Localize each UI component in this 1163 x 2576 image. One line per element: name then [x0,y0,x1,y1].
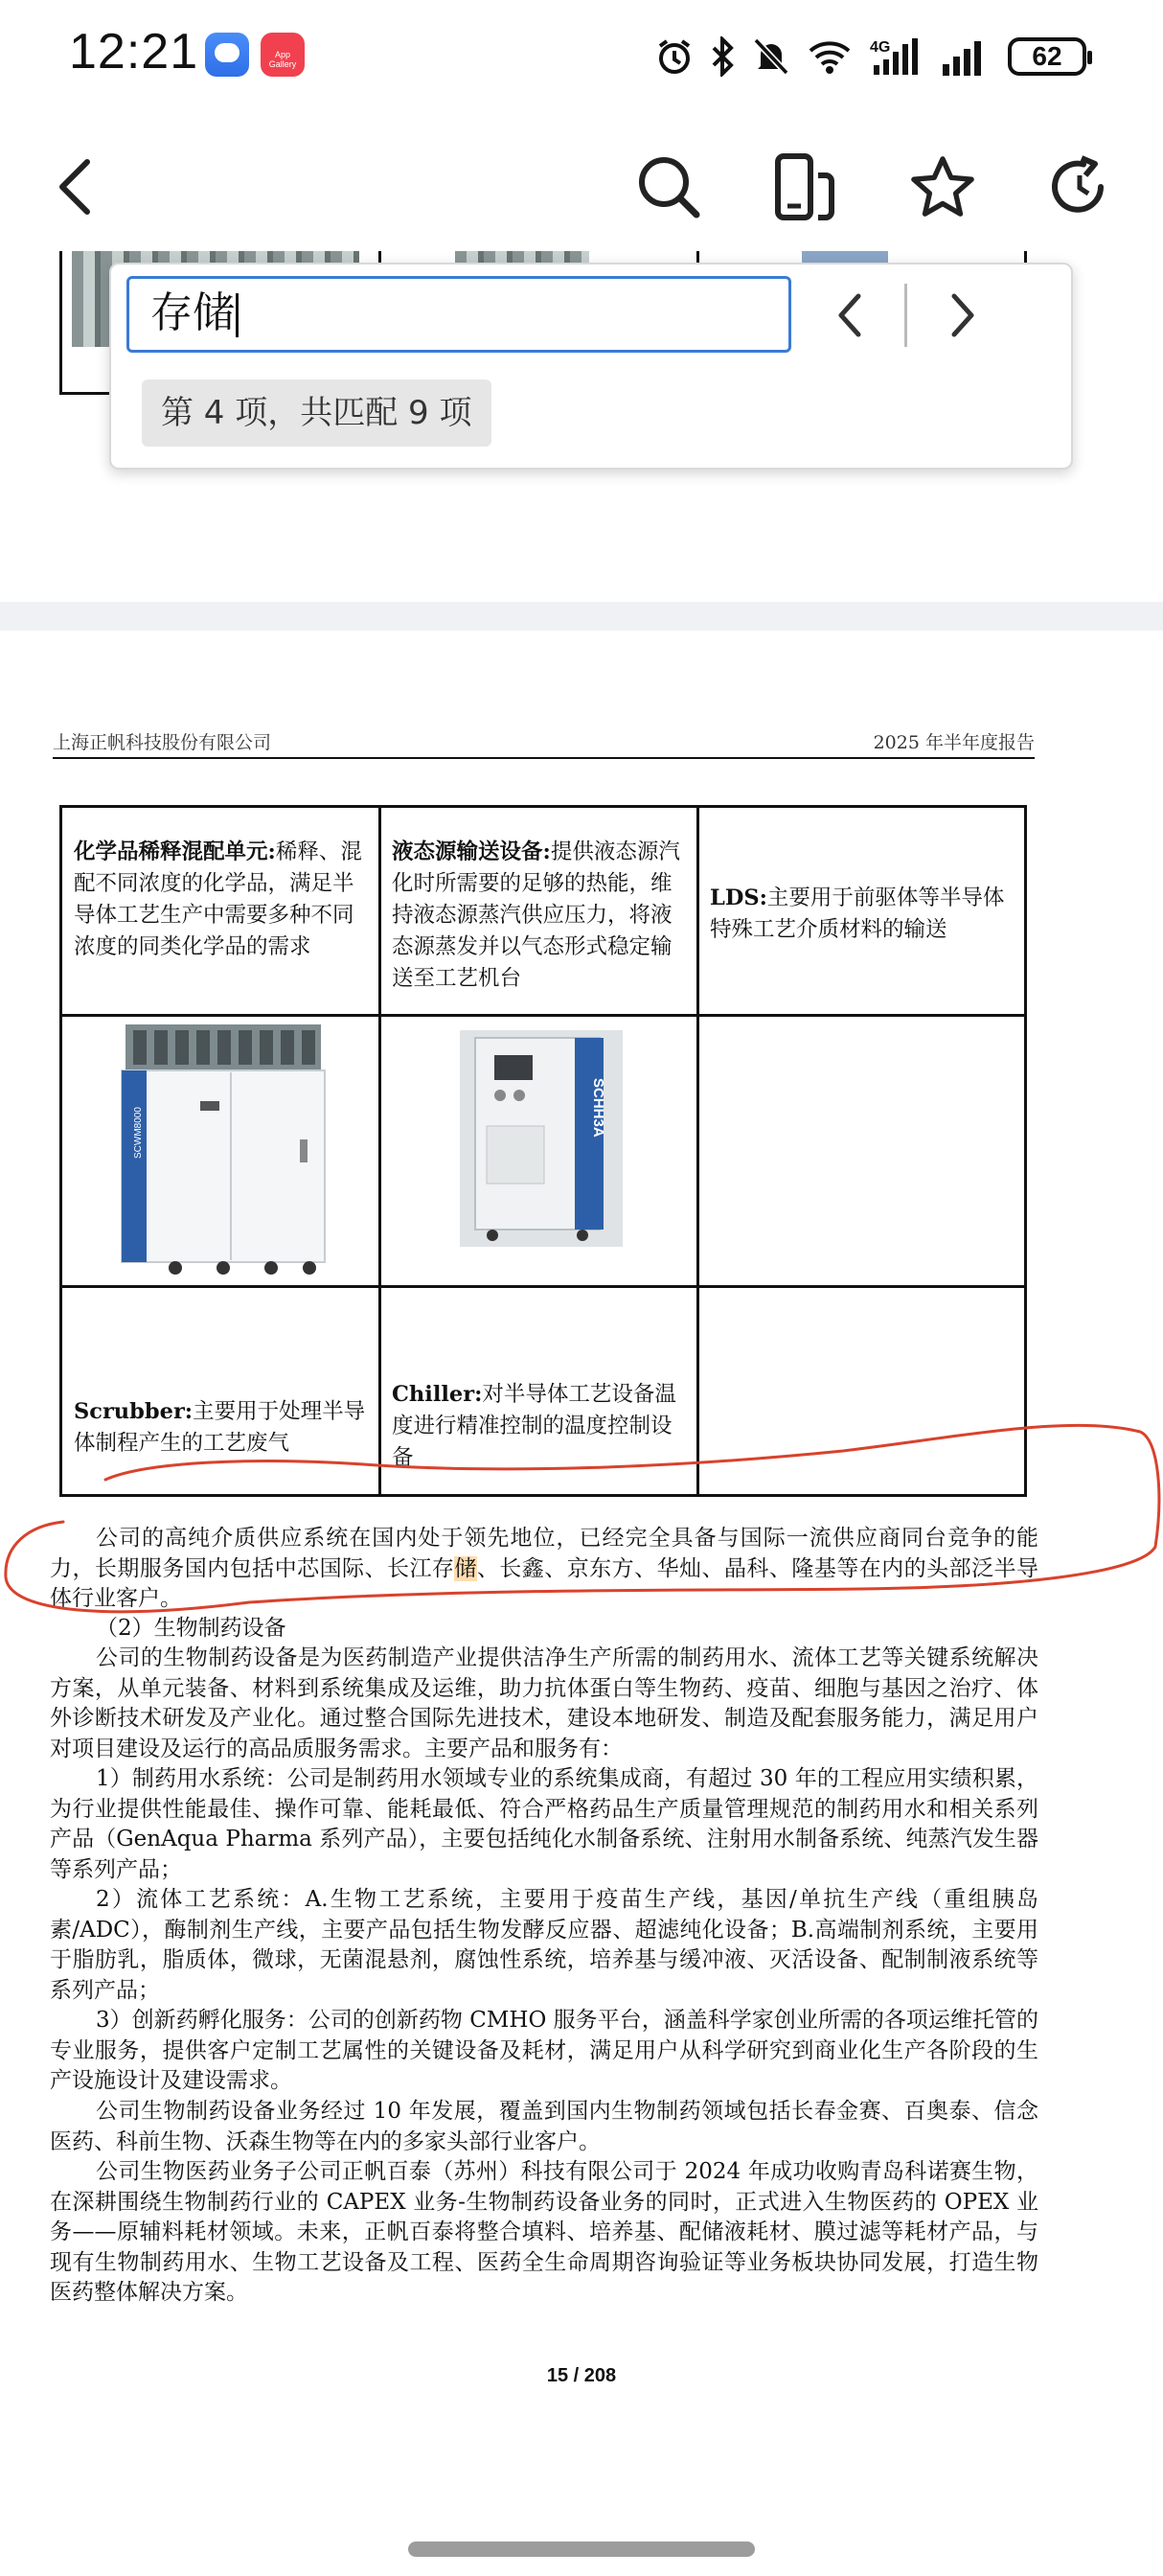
cell-scrubber: Scrubber:主要用于处理半导体制程产生的工艺废气 [74,1399,366,1456]
text-caret [236,293,239,337]
search-button[interactable] [635,153,702,220]
back-icon [57,158,95,216]
navigation-bar [0,2532,1163,2576]
paragraph-biopharma-intro: 公司的生物制药设备是为医药制造产业提供洁净生产所需的制药用水、流体工艺等关键系统解决方案，从单元装备、材料到系统集成及运维，助力抗体蛋白等生物药、疫苗、细胞与基因之治疗、体外诊断技术研发及产业化。通过整合国际先进技术，建设本地研发、制造及配套服务能力，满足用户对项目建设及运行的高品质服务需求。主要产品和服务有： [50,1645,1038,1761]
find-search-input[interactable]: 存储 [126,276,791,353]
gesture-handle[interactable] [408,2542,755,2557]
view-mode-button[interactable] [772,153,839,220]
paragraph-incubation: 3）创新药孵化服务：公司的创新药物 CMHO 服务平台，涵盖科学家创业所需的各项运维托管的专业服务，提供客户定制工艺属性的关键设备及耗材，满足用户从科学研究到商业化生产各阶段的生产设施设计及建设需求。 [50,2008,1038,2093]
back-button[interactable] [42,153,109,220]
search-icon [636,154,701,219]
paragraph-customers: 公司生物制药设备业务经过 10 年发展，覆盖到国内生物制药领域包括长春金赛、百奥泰、信念医药、科前生物、沃森生物等在内的多家头部行业客户。 [50,2099,1038,2154]
machine-label-2: SCHH3A [590,1078,606,1138]
bluetooth-icon [711,36,736,77]
bookmark-button[interactable] [909,153,976,220]
phone-icon [774,152,837,221]
rotate-button[interactable] [1046,153,1113,220]
paragraph-water-system: 1）制药用水系统：公司是制药用水领域专业的系统集成商，有超过 30 年的工程应用实绩积累，为行业提供性能最佳、操作可靠、能耗最低、符合严格药品生产质量管理规范的制药用水和相关系列产品（GenAqua Pharma 系列产品），主要包括纯化水制备系统、注射用水制备系统、纯蒸汽发生器等系列产品； [50,1766,1038,1882]
machine-label-1: SCWM8000 [133,1107,144,1159]
signal-icon [941,37,991,76]
star-icon [909,153,976,220]
find-next-button[interactable] [929,282,996,349]
rotate-icon [1047,154,1112,219]
find-result-count: 第 4 项，共匹配 9 项 [142,380,491,447]
find-previous-button[interactable] [816,282,883,349]
mobile-signal-4g-icon [870,36,924,77]
document-viewport[interactable] [0,251,1163,2532]
page-number: 15 / 208 [546,2365,617,2386]
app-gallery-notification-icon: App Gallery [261,33,305,77]
clock: 12:21 [69,24,199,80]
find-divider [904,284,907,347]
status-bar [0,0,1163,115]
section-heading-biopharma: （2）生物制药设备 [96,1616,286,1641]
search-hit-highlight: 储 [454,1555,477,1581]
wifi-icon [807,37,853,76]
dilution-unit-image [118,1024,329,1279]
liquid-source-unit-image [460,1030,623,1247]
company-name: 上海正帆科技股份有限公司 [53,732,272,753]
alarm-icon [655,37,694,76]
report-title: 2025 年半年度报告 [873,732,1035,753]
cell-chemical-dilution: 化学品稀释混配单元:稀释、混配不同浓度的化学品，满足半导体工艺生产中需要多种不同浓度的同类化学品的需求 [74,840,362,959]
find-in-page-panel [109,263,1073,470]
cell-chiller: Chiller:对半导体工艺设备温度进行精准控制的温度控制设备 [392,1382,676,1470]
reader-toolbar [0,115,1163,252]
product-table [59,805,1027,1497]
chevron-right-icon [948,292,977,338]
cell-liquid-source: 液态源输送设备:提供液态源汽化时所需要的足够的热能，维持液态源蒸汽供应压力，将液态源蒸发并以气态形式稳定输送至工艺机台 [392,840,680,991]
system-icons [655,31,1086,82]
paragraph-subsidiary: 公司生物医药业务子公司正帆百泰（苏州）科技有限公司于 2024 年成功收购青岛科诺赛生物，在深耕围绕生物制药行业的 CAPEX 业务-生物制药设备业务的同时，正式进入生物医药的 OPEX 业务——原辅料耗材领域。未来，正帆百泰将整合填料、培养基、配储液耗材、膜过滤等耗材产品，与现有生物制药用水、生物工艺设备及工程、医药全生命周期咨询验证等业务板块协同发展，打造生物医药整体解决方案。 [50,2159,1038,2305]
battery-icon: 62 [1008,37,1086,76]
messages-notification-icon [205,33,249,77]
mute-icon [753,37,789,76]
page-header [53,724,1035,759]
page-separator [0,602,1163,631]
svg-text:4G: 4G [870,39,891,56]
paragraph-supply-system: 公司的高纯介质供应系统在国内处于领先地位，已经完全具备与国际一流供应商同台竞争的能力，长期服务国内包括中芯国际、长江存储、长鑫、京东方、华灿、晶科、隆基等在内的头部泛半导体行业客户。 [50,1526,1039,1611]
chevron-left-icon [835,292,864,338]
cell-lds: LDS:主要用于前驱体等半导体特殊工艺介质材料的输送 [710,886,1005,942]
paragraph-fluid-process: 2）流体工艺系统：A.生物工艺系统，主要用于疫苗生产线，基因/单抗生产线（重组胰岛素/ADC），酶制剂生产线，主要产品包括生物发酵反应器、超滤纯化设备；B.高端制剂系统，主要用于脂肪乳，脂质体，微球，无菌混悬剂，腐蚀性系统，培养基与缓冲液、灭活设备、配制制液系统等系列产品； [50,1887,1038,2003]
